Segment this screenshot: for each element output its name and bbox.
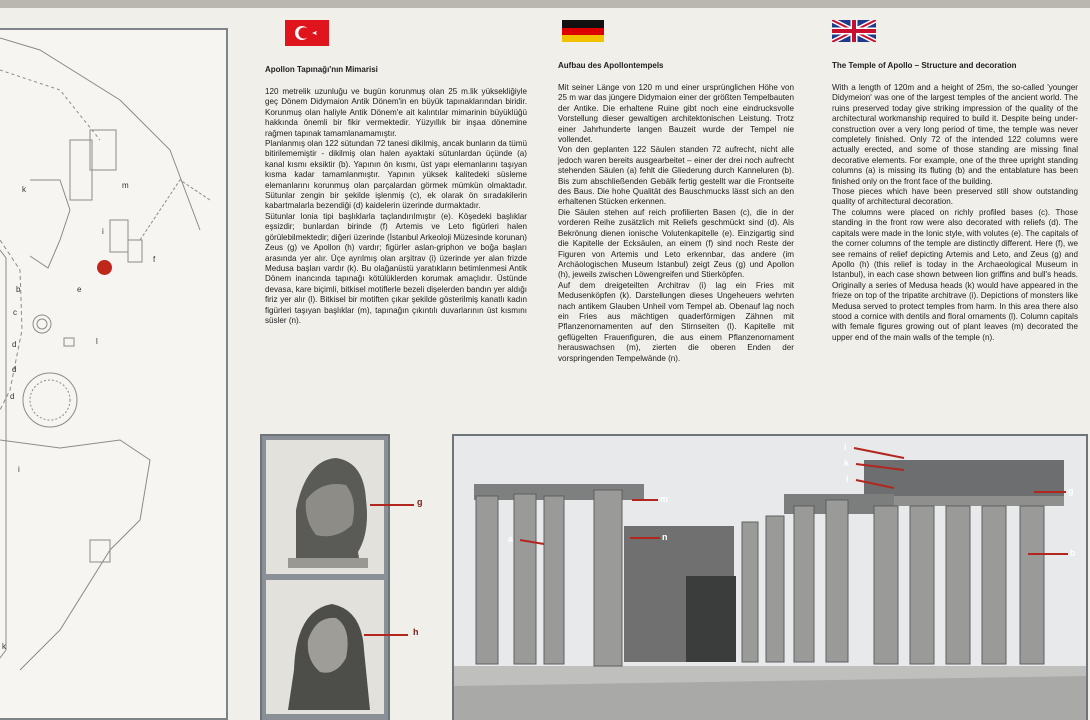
temple-label-g: g [1068,486,1074,496]
temple-label-b: b [1070,548,1076,558]
sculpture-photos-frame [260,434,390,720]
plan-label-e: e [77,285,82,294]
pointer-h [364,634,408,636]
english-text-column [832,20,1078,343]
site-plan-drawing [0,30,226,718]
plan-label-d: d [10,392,15,401]
turkish-body: 120 metrelik uzunluğu ve bugün korunmuş olan 25 m.lik yüksekliğiyle geç Dönem Didymaion Antik Dönem'in en büyük tapınaklarından biridir. Korunmuş olan haliyle Antik Dönem'e ait kalıntılar mimarinin büyüklüğü hakkında önemli bir fikir vermektedir. Yüzyıllık bir inşaa dönemine rağmen tapınak tamamlanamamıştır. Planlanmış olan 122 sütundan 72 tanesi dikilmiş, ancak bunların da tümü bitirilememiştir - dikilmiş olan halen ayaktaki sütunlardan üçünde (a) kanal kısmı eksiktir (b). Yapının ön kısmı, üst yapı elemanlarını taşıyan kısma kadar tamamlanmıştır. Yapının yüksek kalitedeki süsleme elemanlarını korunmuş olan parçalardan görmek mümkün olmaktadır. Sütunlar zengin bir şekilde işlenmiş (c), ek olarak ön sıradakilerin kabartmalarla bezendiği (d) kaidelerin üzerinde durmaktadır. Sütunlar Ionia tipi başlıklarla taçlandırılmıştır (e). Köşedeki başlıklar eşsizdir; bunlardan birinde (f) Artemis ve Leto figürleri halen görülebilmektedir; diğeri üzerinde (İstanbul Arkeoloji Müzesinde korunan) Zeus (g) ve Apollon (h) vardır; figürler aslan-griphon ve boğa başları arasında yer alır. Üçe ayrılmış olan arşitrav (i) üzerinde yer alan frizde Medusa başları vardır (k). Bu olağanüstü yaratıkların betimlenmesi Antik Dönem inancında tapınağı kötülüklerden korumak amaçlıdır. Üstünde devasa, kare biçimli, bitkisel motiflerle bezeli dişelerden bandın yer aldığı firiz yer alır (l). Bitkisel bir motiften çıkar şekilde gösterilmiş kanatlı kadın figürleri taşıyan başlıklar (m), tapınağın çıkıntılı duvarlarının üst kısmını süsler (n). [265,87,527,325]
uk-flag-icon [832,20,876,42]
plan-label-i: i [18,465,20,474]
site-plan [0,28,228,720]
temple-reconstruction-image [452,434,1088,720]
turkish-text-column [265,20,527,326]
plan-label-c: c [13,308,17,317]
plan-label-d: d [12,365,17,374]
english-title: The Temple of Apollo – Structure and decoration [832,61,1017,70]
plan-label-m: m [122,181,129,190]
plan-label-l: l [96,337,98,346]
pointer-g [370,504,414,506]
temple-label-n: n [662,532,668,542]
german-text-column [558,20,794,364]
turkey-flag-icon [285,20,329,46]
german-title: Aufbau des Apollontempels [558,61,664,70]
apollo-head-photo [266,580,384,714]
zeus-head-drawing [266,440,384,574]
temple-label-k: k [844,458,850,468]
german-body: Mit seiner Länge von 120 m und einer ursprünglichen Höhe von 25 m war das jüngere Didymaion einer der größten Tempelbauten der Antike. Die erhaltene Ruine gibt noch eine eindrucksvolle Vorstellung dieser gewaltigen architektonischen Leistung. Trotz einer Jahrhunderte langen Bauzeit wurde der Tempel nie vollendet. Von den geplanten 122 Säulen standen 72 aufrecht, nicht alle jedoch waren bereits ausgearbeitet – einer der drei noch aufrecht stehenden Säulen (a) fehlt die Gliederung durch Kanneluren (b). Bis zum abschließenden Gebälk fertig gestellt war die Frontseite des Baus. Die hohe Qualität des Bauschmucks lässt sich an den erhaltenen Stücken erkennen. Die Säulen stehen auf reich profilierten Basen (c), die in der vorderen Reihe zusätzlich mit Reliefs geschmückt sind (d). Als Bekrönung dienen ionische Volutenkapitelle (e). Einzigartig sind die Kapitelle der Ecksäulen, an einem (f) sind noch Reste der Figuren von Artemis und Leto erkennbar, das andere (im Archäologischen Museum Istanbul) zeigt Zeus (g) und Apollon (h), jeweils zwischen Löwengreifen und Stierköpfen. Auf dem dreigeteilten Architrav (i) lag ein Fries mit Medusenköpfen (k). Darstellungen dieses Ungeheuers wehrten nach antikem Glauben Unheil vom Tempel ab. Obenauf lag noch ein Fries aus mächtigen quaderförmigen Zähnen mit Pflanzenornamenten auf den Stirnseiten (l). Kapitelle mit geflügelten Frauenfiguren, die aus einem Pflanzenornament herauswachsen (m), zierten die oberen Enden der vorspringenden Tempelwände (n). [558,83,794,363]
plan-label-k: k [22,185,26,194]
apollo-head-drawing [266,580,384,714]
plan-label-f: f [153,255,156,264]
temple-drawing [454,436,1086,720]
plan-label-d: d [12,340,17,349]
zeus-head-photo [266,440,384,574]
photo-label-h: h [413,627,419,637]
you-are-here-marker [97,260,112,275]
plan-label-b: b [16,285,21,294]
temple-label-i: i [846,474,849,484]
temple-label-m: m [660,494,669,504]
board-top-frame [0,0,1090,8]
photo-label-g: g [417,497,423,507]
temple-label-a: a [508,534,514,544]
english-body: With a length of 120m and a height of 25m, the so-called 'younger Didymeion' was one of the largest temples of the ancient world. The ruins preserved today give striking impression of the quality of the architectural workmanship required to build it. Despite being under-construction over a very long period of time, the temple was never completely finished. Only 72 of the intended 122 columns were actually erected, and some of those standing are missing final decorative elements. For example, one of the three upright standing columns (a) is missing its fluting (b) and the entablature has been finished only on the front face of the building. Those pieces which have been preserved still show outstanding quality of architectural decoration. The columns were placed on richly profiled bases (c). Those standing in the front row were also decorated with reliefs (d). The capitals were made in the Ionic style, with volutes (e). The capitals of the corner columns of the temple are distinctly different. Here (f), we see remains of relief depicting Artemis and Leto, and Zeus (g) and Apollo (h) (this relief is today in the Archaeological Museum in Istanbul), in each case shown between lion griffins and bull's heads. Originally a series of Medusa heads (k) would have appeared in the frieze on top of the tripatite architrave (i). Depictions of monsters like Medusa served to protect temples from harm. In this area there also stood a cornice with dentils and floral ornaments (l). Column capitals with female figures growing out of plant leaves (m) decorated the upper end of the main walls of the temple (n). [832,83,1078,342]
turkish-title: Apollon Tapınağı'nın Mimarisi [265,65,378,74]
plan-label-i: i [102,227,104,236]
plan-label-k: k [2,642,6,651]
germany-flag-icon [562,20,604,42]
temple-label-l: l [844,442,847,452]
